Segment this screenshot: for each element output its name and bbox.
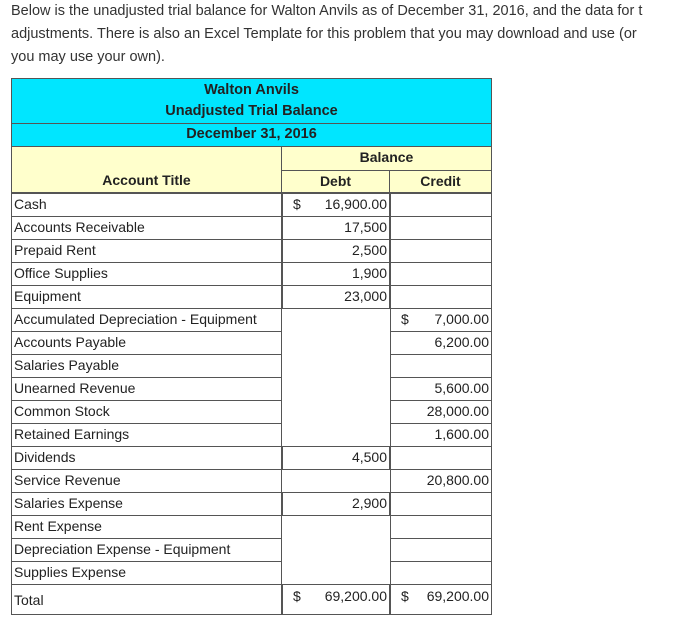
account-name: Salaries Payable <box>11 354 282 378</box>
table-row <box>11 377 492 400</box>
debit-cell <box>282 515 390 539</box>
table-row <box>11 239 492 262</box>
table-row <box>11 308 492 331</box>
credit-cell <box>390 331 492 355</box>
debit-cell <box>282 354 390 378</box>
debit-cell <box>282 400 390 424</box>
table-row <box>11 561 492 584</box>
account-name: Depreciation Expense - Equipment <box>11 538 282 562</box>
total-credit-cell <box>390 584 492 615</box>
column-header-row <box>11 147 492 193</box>
balance-header: Balance <box>282 147 492 170</box>
credit-amount: 6,200.00 <box>434 334 489 350</box>
debit-amount: 17,500 <box>344 219 387 235</box>
debit-cell <box>282 308 390 332</box>
credit-cell <box>390 193 492 217</box>
debit-cell <box>282 561 390 585</box>
account-name: Supplies Expense <box>11 561 282 585</box>
credit-cell <box>390 469 492 493</box>
account-title-header: Account Title <box>102 172 191 188</box>
credit-cell <box>390 446 492 470</box>
table-row <box>11 285 492 308</box>
debit-cell <box>282 239 390 263</box>
account-name: Retained Earnings <box>11 423 282 447</box>
credit-cell <box>390 262 492 286</box>
dollar-sign: $ <box>293 196 301 212</box>
table-row <box>11 423 492 446</box>
credit-cell <box>390 216 492 240</box>
account-name: Unearned Revenue <box>11 377 282 401</box>
total-debit-cell <box>282 584 390 615</box>
table-row <box>11 216 492 239</box>
credit-cell <box>390 538 492 562</box>
table-row <box>11 400 492 423</box>
credit-cell <box>390 515 492 539</box>
debit-cell <box>282 538 390 562</box>
table-row <box>11 331 492 354</box>
dollar-sign: $ <box>401 311 409 327</box>
company-name: Walton Anvils <box>11 78 492 102</box>
debit-amount: 2,500 <box>351 242 387 258</box>
account-name: Equipment <box>11 285 282 309</box>
debit-cell <box>282 331 390 355</box>
table-row <box>11 469 492 492</box>
debit-cell <box>282 285 390 309</box>
account-name: Accounts Payable <box>11 331 282 355</box>
table-row <box>11 538 492 561</box>
account-name: Office Supplies <box>11 262 282 286</box>
credit-header: Credit <box>390 170 492 193</box>
debit-cell <box>282 423 390 447</box>
total-row <box>11 584 492 614</box>
total-label: Total <box>11 584 282 615</box>
intro-line-3: you may use your own). <box>11 49 165 65</box>
credit-amount: 7,000.00 <box>434 311 489 327</box>
credit-cell <box>390 354 492 378</box>
debit-cell <box>282 216 390 240</box>
account-title-header-cell <box>11 147 282 193</box>
statement-date: December 31, 2016 <box>11 124 492 147</box>
total-credit-amount: 69,200.00 <box>426 588 489 604</box>
debt-header: Debt <box>282 170 390 193</box>
debit-amount: 2,900 <box>351 495 387 511</box>
debit-amount: 1,900 <box>351 265 387 281</box>
table-header <box>11 78 492 147</box>
credit-cell <box>390 561 492 585</box>
table-row <box>11 193 492 216</box>
table-row <box>11 446 492 469</box>
table-row <box>11 515 492 538</box>
intro-line-2: adjustments. There is also an Excel Template for this problem that you may download and use (or <box>11 26 637 42</box>
statement-title: Unadjusted Trial Balance <box>11 101 492 124</box>
credit-amount: 28,000.00 <box>426 403 489 419</box>
debit-amount: 4,500 <box>351 449 387 465</box>
credit-cell <box>390 377 492 401</box>
debit-cell <box>282 446 390 470</box>
account-name: Cash <box>11 193 282 217</box>
credit-cell <box>390 285 492 309</box>
credit-amount: 1,600.00 <box>434 426 489 442</box>
intro-paragraph <box>11 0 679 69</box>
dollar-sign: $ <box>293 588 301 604</box>
total-debit-amount: 69,200.00 <box>324 588 387 604</box>
debit-cell <box>282 193 390 217</box>
intro-line-1: Below is the unadjusted trial balance for Walton Anvils as of December 31, 2016, and the data for t <box>11 3 643 19</box>
account-name: Accumulated Depreciation - Equipment <box>11 308 282 332</box>
credit-amount: 5,600.00 <box>434 380 489 396</box>
credit-cell <box>390 492 492 516</box>
credit-cell <box>390 308 492 332</box>
table-row <box>11 262 492 285</box>
credit-cell <box>390 400 492 424</box>
debit-cell <box>282 492 390 516</box>
table-row <box>11 354 492 377</box>
credit-amount: 20,800.00 <box>426 472 489 488</box>
account-name: Prepaid Rent <box>11 239 282 263</box>
credit-cell <box>390 239 492 263</box>
account-name: Accounts Receivable <box>11 216 282 240</box>
debit-cell <box>282 469 390 493</box>
account-name: Common Stock <box>11 400 282 424</box>
debit-cell <box>282 262 390 286</box>
table-row <box>11 492 492 515</box>
dollar-sign: $ <box>401 588 409 604</box>
account-name: Service Revenue <box>11 469 282 493</box>
debit-cell <box>282 377 390 401</box>
debit-amount: 16,900.00 <box>324 196 387 212</box>
credit-cell <box>390 423 492 447</box>
debit-amount: 23,000 <box>344 288 387 304</box>
account-name: Rent Expense <box>11 515 282 539</box>
account-name: Dividends <box>11 446 282 470</box>
account-name: Salaries Expense <box>11 492 282 516</box>
